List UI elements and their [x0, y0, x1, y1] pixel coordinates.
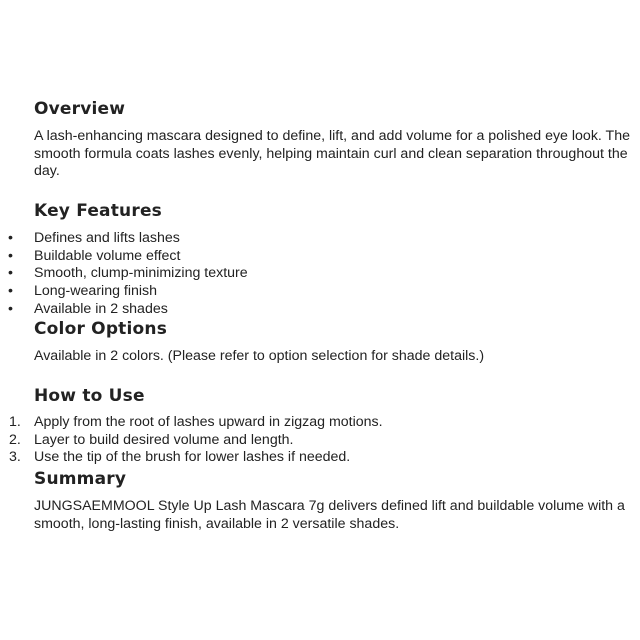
bullet-marker: •: [8, 283, 13, 300]
summary-heading: Summary: [34, 469, 127, 489]
step-number: 3.: [9, 449, 21, 466]
bullet-marker: •: [8, 247, 13, 264]
summary-text: JUNGSAEMMOOL Style Up Lash Mascara 7g delivers defined lift and buildable volume with a smooth, long-lasting finish, available in 2 versatile shades.: [34, 498, 625, 532]
bullet-marker: •: [8, 265, 13, 282]
overview-text: A lash-enhancing mascara designed to define, lift, and add volume for a polished eye look. The smooth formula coats lashes evenly, helping maintain curl and clean separation throughout the day.: [34, 128, 630, 180]
list-item-text: Use the tip of the brush for lower lashes if needed.: [34, 449, 351, 466]
list-item-text: Buildable volume effect: [34, 247, 181, 264]
how-to-use-heading: How to Use: [34, 386, 145, 406]
list-item-text: Smooth, clump-minimizing texture: [34, 265, 248, 282]
step-number: 2.: [9, 431, 21, 448]
bullet-marker: •: [8, 300, 13, 317]
list-item-text: Apply from the root of lashes upward in zigzag motions.: [34, 414, 383, 430]
bullet-marker: •: [8, 230, 13, 246]
list-item-text: Defines and lifts lashes: [34, 230, 180, 246]
list-item-text: Layer to build desired volume and length.: [34, 431, 294, 448]
key-features-heading: Key Features: [34, 201, 162, 221]
list-item-text: Long-wearing finish: [34, 283, 158, 300]
color-options-text: Available in 2 colors. (Please refer to option selection for shade details.): [34, 348, 485, 364]
list-item-text: Available in 2 shades: [34, 300, 168, 317]
overview-heading: Overview: [34, 99, 126, 119]
color-options-heading: Color Options: [34, 319, 168, 339]
step-number: 1.: [9, 414, 21, 430]
